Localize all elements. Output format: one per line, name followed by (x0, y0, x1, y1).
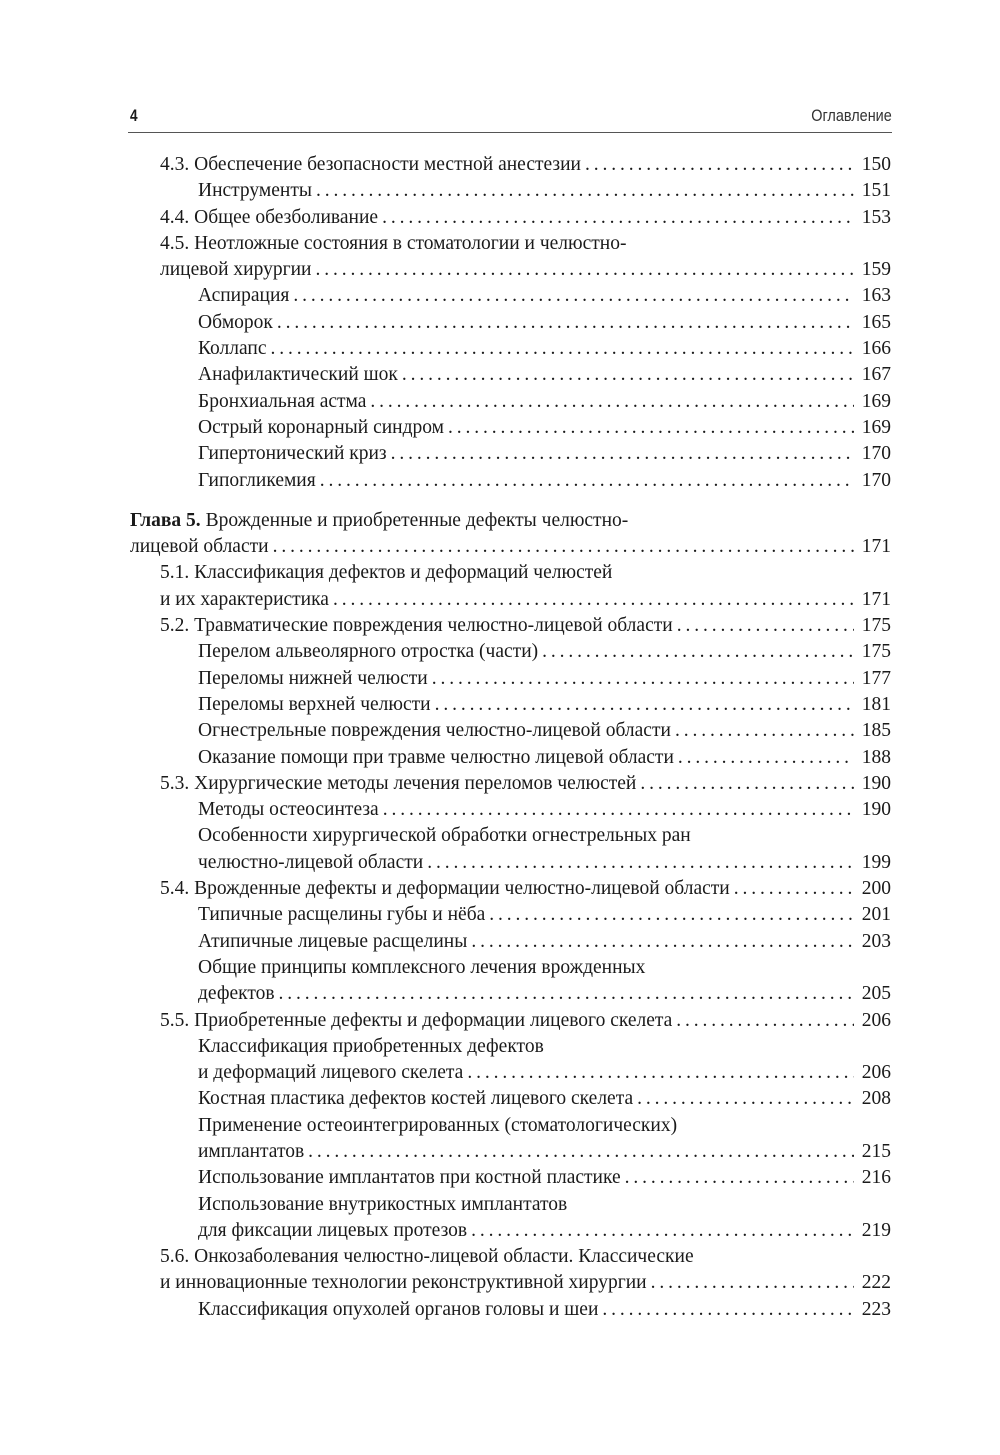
entry-text: и деформаций лицевого скелета (198, 1062, 464, 1084)
dot-leader (431, 692, 854, 718)
entry-text: 5.4. Врожденные дефекты и деформации челюстно-лицевой области (160, 878, 730, 900)
toc-entry[interactable] (130, 178, 891, 204)
toc-entry[interactable] (130, 1113, 891, 1166)
entry-page-number: 201 (861, 904, 891, 926)
toc-block (130, 508, 891, 1323)
dot-leader (598, 1297, 853, 1323)
entry-title-line (198, 389, 366, 415)
dot-leader (366, 389, 853, 415)
entry-title-line (160, 257, 311, 283)
entry-text: Костная пластика дефектов костей лицевого скелета (198, 1088, 634, 1110)
entry-title-line (198, 310, 273, 336)
dot-leader (621, 1165, 854, 1191)
entry-page-number: 151 (861, 180, 891, 202)
dot-leader (266, 336, 853, 362)
dot-leader (423, 850, 854, 876)
entry-title-line (198, 718, 671, 744)
toc-entry[interactable] (130, 718, 891, 744)
chapter-label: Глава 5. (130, 509, 201, 531)
dot-leader (428, 666, 854, 692)
dot-leader (304, 1139, 854, 1165)
dot-leader (273, 310, 854, 336)
entry-text: 5.2. Травматические повреждения челюстно-лицевой области (160, 615, 673, 637)
toc-entry[interactable] (130, 415, 891, 441)
entry-title-line (198, 1192, 567, 1218)
dot-leader (311, 257, 853, 283)
dot-leader (379, 797, 854, 823)
entry-page-number: 175 (861, 641, 891, 663)
entry-text: Переломы верхней челюсти (198, 693, 431, 715)
dot-leader (269, 534, 854, 560)
entry-text: Гипертонический криз (198, 443, 387, 465)
entry-text: 5.6. Онкозаболевания челюстно-лицевой области. Классические (160, 1246, 694, 1268)
dot-leader (378, 205, 854, 231)
entry-text: Перелом альвеолярного отростка (части) (198, 641, 539, 663)
toc-entry[interactable] (130, 666, 891, 692)
entry-title-line (198, 1139, 304, 1165)
entry-title-line (198, 929, 467, 955)
page-number: 4 (130, 106, 138, 125)
toc-entry[interactable] (130, 468, 891, 494)
entry-text: Общие принципы комплексного лечения врожденных (198, 956, 646, 978)
entry-title-line (198, 415, 444, 441)
dot-leader (633, 1086, 854, 1112)
entry-page-number: 167 (861, 364, 891, 386)
entry-page-number: 170 (861, 469, 891, 491)
entry-title-line (160, 1008, 672, 1034)
entry-title-line (160, 771, 636, 797)
entry-title-line (198, 797, 379, 823)
entry-text: Инструменты (198, 180, 312, 202)
toc-entry[interactable] (130, 560, 891, 613)
dot-leader (672, 1008, 853, 1034)
entry-text: 4.3. Обеспечение безопасности местной анестезии (160, 154, 581, 175)
dot-leader (636, 771, 853, 797)
dot-leader (275, 981, 854, 1007)
toc-entry[interactable] (130, 1008, 891, 1034)
toc-entry[interactable] (130, 876, 891, 902)
entry-title-line (198, 441, 387, 467)
entry-text: имплантатов (198, 1140, 305, 1162)
running-header (128, 104, 892, 133)
entry-text: Острый коронарный синдром (198, 416, 444, 438)
entry-page-number: 223 (861, 1298, 891, 1320)
entry-text: Типичные расщелины губы и нёба (198, 904, 486, 926)
toc-entry[interactable] (130, 745, 891, 771)
entry-title-line (198, 283, 289, 309)
entry-page-number: 166 (861, 338, 891, 360)
entry-text: лицевой хирургии (160, 259, 312, 281)
toc-entry[interactable] (130, 1086, 891, 1112)
entry-title-line (160, 1270, 647, 1296)
entry-text: Переломы нижней челюсти (198, 667, 428, 689)
entry-text: Коллапс (198, 338, 267, 360)
toc-entry[interactable] (130, 929, 891, 955)
entry-title-line (198, 639, 538, 665)
entry-page-number: 216 (861, 1167, 891, 1189)
entry-page-number: 171 (861, 588, 891, 610)
entry-text: Особенности хирургической обработки огнестрельных ран (198, 825, 691, 847)
toc-entry[interactable] (130, 823, 891, 876)
entry-page-number: 170 (861, 443, 891, 465)
entry-text: Анафилактический шок (198, 364, 398, 386)
entry-page-number: 181 (861, 693, 891, 715)
toc-entry[interactable] (130, 797, 891, 823)
entry-title-line (160, 231, 626, 257)
dot-leader (730, 876, 854, 902)
entry-text: Использование имплантатов при костной пластике (198, 1167, 621, 1189)
dot-leader (444, 415, 854, 441)
entry-text: Гипогликемия (198, 469, 316, 491)
entry-page-number: 206 (861, 1009, 891, 1031)
dot-leader (485, 902, 853, 928)
entry-text: 5.3. Хирургические методы лечения переломов челюстей (160, 772, 637, 794)
entry-page-number: 159 (861, 259, 891, 281)
running-title: Оглавление (811, 106, 892, 125)
entry-page-number: 205 (861, 983, 891, 1005)
toc-entry[interactable] (130, 336, 891, 362)
entry-title-line (160, 560, 612, 586)
entry-page-number: 165 (861, 311, 891, 333)
entry-page-number: 203 (861, 930, 891, 952)
entry-text: Огнестрельные повреждения челюстно-лицевой области (198, 720, 671, 742)
toc-entry[interactable] (130, 231, 891, 284)
entry-title-line (160, 1244, 694, 1270)
entry-title-line (198, 178, 312, 204)
entry-title-line (198, 362, 398, 388)
entry-page-number: 169 (861, 390, 891, 412)
entry-page-number: 177 (861, 667, 891, 689)
dot-leader (329, 587, 854, 613)
entry-page-number: 190 (861, 799, 891, 821)
toc-chapter-entry[interactable] (130, 508, 891, 561)
toc-entry[interactable] (130, 310, 891, 336)
entry-title-line (198, 1034, 544, 1060)
dot-leader (538, 639, 854, 665)
dot-leader (674, 745, 854, 771)
entry-title-line (198, 955, 645, 981)
entry-text: 5.5. Приобретенные дефекты и деформации лицевого скелета (160, 1009, 673, 1031)
toc-entry[interactable] (130, 1297, 891, 1323)
entry-page-number: 163 (861, 285, 891, 307)
entry-page-number: 215 (861, 1140, 891, 1162)
dot-leader (671, 718, 854, 744)
entry-title-line (198, 1297, 598, 1323)
entry-page-number: 208 (861, 1088, 891, 1110)
entry-title-line (198, 1165, 621, 1191)
toc-entry[interactable] (130, 1165, 891, 1191)
entry-text: Оказание помощи при травме челюстно лицевой области (198, 746, 674, 768)
dot-leader (467, 1218, 854, 1244)
entry-text: челюстно-лицевой области (198, 851, 424, 873)
entry-page-number: 150 (861, 154, 891, 175)
entry-title-line (160, 876, 730, 902)
entry-page-number: 153 (861, 206, 891, 228)
toc-entry[interactable] (130, 389, 891, 415)
toc-block (130, 152, 891, 494)
toc-entry[interactable] (130, 1244, 891, 1297)
toc-entry[interactable] (130, 441, 891, 467)
toc-entry[interactable] (130, 1192, 891, 1245)
dot-leader (581, 152, 854, 178)
toc-entry[interactable] (130, 771, 891, 797)
entry-text: 4.4. Общее обезболивание (160, 206, 379, 228)
entry-page-number: 199 (861, 851, 891, 873)
dot-leader (467, 929, 853, 955)
entry-title-line (160, 613, 673, 639)
toc-entry[interactable] (130, 152, 891, 178)
dot-leader (463, 1060, 853, 1086)
entry-text: Классификация приобретенных дефектов (198, 1035, 544, 1057)
entry-text: Врожденные и приобретенные дефекты челюстно- (200, 509, 629, 531)
entry-page-number: 171 (861, 536, 891, 558)
toc-entry[interactable] (130, 902, 891, 928)
dot-leader (398, 362, 854, 388)
entry-text: Использование внутрикостных имплантатов (198, 1193, 568, 1215)
table-of-contents (130, 152, 891, 1337)
entry-page-number: 188 (861, 746, 891, 768)
entry-text: Аспирация (198, 285, 290, 307)
entry-title-line (198, 850, 423, 876)
entry-title-line (198, 666, 428, 692)
entry-text: 4.5. Неотложные состояния в стоматологии и челюстно- (160, 232, 627, 254)
toc-entry[interactable] (130, 362, 891, 388)
entry-title-line (198, 745, 674, 771)
entry-page-number: 175 (861, 615, 891, 637)
entry-title-line (198, 468, 316, 494)
dot-leader (289, 283, 853, 309)
dot-leader (647, 1270, 854, 1296)
entry-title-line (130, 508, 628, 534)
entry-title-line (160, 205, 378, 231)
entry-title-line (130, 534, 269, 560)
entry-title-line (198, 1060, 463, 1086)
entry-text: Атипичные лицевые расщелины (198, 930, 468, 952)
entry-page-number: 200 (861, 878, 891, 900)
entry-title-line (198, 1113, 677, 1139)
dot-leader (673, 613, 854, 639)
entry-text: Бронхиальная астма (198, 390, 367, 412)
entry-page-number: 219 (861, 1219, 891, 1241)
entry-page-number: 169 (861, 416, 891, 438)
toc-entry[interactable] (130, 955, 891, 1008)
entry-text: Методы остеосинтеза (198, 799, 379, 821)
entry-text: лицевой области (130, 536, 269, 558)
entry-text: 5.1. Классификация дефектов и деформаций челюстей (160, 562, 613, 584)
entry-title-line (198, 1086, 633, 1112)
toc-entry[interactable] (130, 283, 891, 309)
entry-text: Применение остеоинтегрированных (стоматологических) (198, 1114, 678, 1136)
entry-title-line (160, 587, 329, 613)
entry-text: дефектов (198, 983, 275, 1005)
entry-text: для фиксации лицевых протезов (198, 1219, 468, 1241)
entry-title-line (198, 1218, 467, 1244)
entry-text: Обморок (198, 311, 273, 333)
entry-page-number: 185 (861, 720, 891, 742)
toc-entry[interactable] (130, 205, 891, 231)
entry-page-number: 222 (861, 1272, 891, 1294)
entry-title-line (198, 981, 275, 1007)
dot-leader (316, 468, 854, 494)
entry-text: и их характеристика (160, 588, 329, 610)
entry-title-line (198, 902, 485, 928)
entry-title-line (198, 823, 691, 849)
entry-title-line (160, 152, 581, 178)
toc-entry[interactable] (130, 1034, 891, 1087)
entry-title-line (198, 692, 431, 718)
entry-text: и инновационные технологии реконструктивной хирургии (160, 1272, 647, 1294)
dot-leader (312, 178, 854, 204)
toc-entry[interactable] (130, 639, 891, 665)
dot-leader (387, 441, 854, 467)
entry-title-line (198, 336, 266, 362)
toc-entry[interactable] (130, 613, 891, 639)
entry-text: Классификация опухолей органов головы и шеи (198, 1298, 599, 1320)
toc-entry[interactable] (130, 692, 891, 718)
entry-page-number: 190 (861, 772, 891, 794)
entry-page-number: 206 (861, 1062, 891, 1084)
